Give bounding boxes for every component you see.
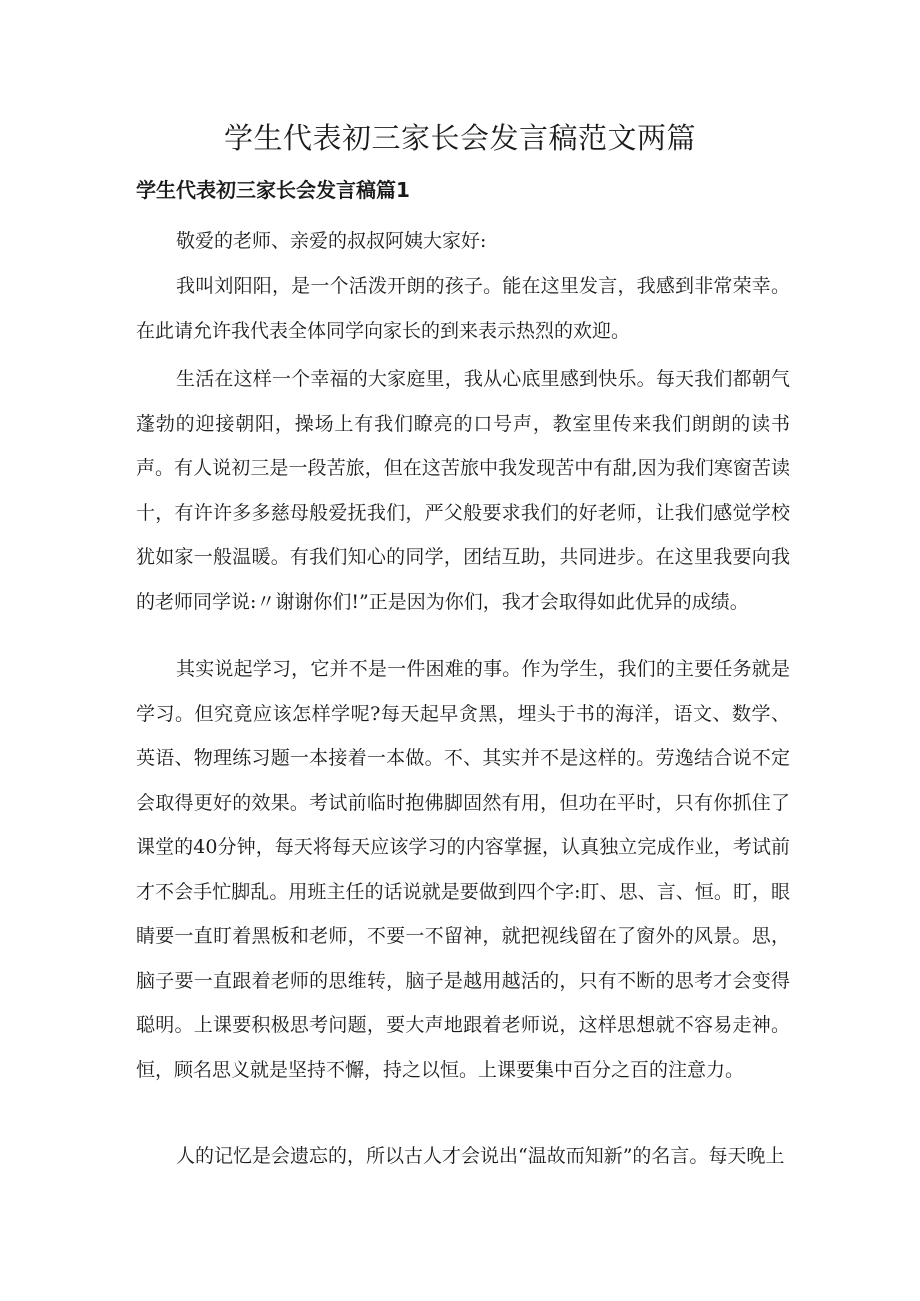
paragraph-introduction: 我叫刘阳阳，是一个活泼开朗的孩子。能在这里发言，我感到非常荣幸。在此请允许我代表全体同学向家长的到来表示热烈的欢迎。	[136, 275, 790, 342]
paragraph-study-methods: 其实说起学习，它并不是一件困难的事。作为学生，我们的主要任务就是学习。但究竟应该怎样学呢?每天起早贪黑，埋头于书的海洋，语文、数学、英语、物理练习题一本接着一本做。不、其实并不是这样的。劳逸结合说不定会取得更好的效果。考试前临时抱佛脚固然有用，但功在平时，只有你抓住了课堂的40分钟，每天将每天应该学习的内容掌握，认真独立完成作业，考试前才不会手忙脚乱。用班主任的话说就是要做到四个字:盯、思、言、恒。盯，眼睛要一直盯着黑板和老师，不要一不留神，就把视线留在了窗外的风景。思，脑子要一直跟着老师的思维转，脑子是越用越活的，只有不断的思考才会变得聪明。上课要积极思考问题，要大声地跟着老师说，这样思想就不容易走神。恒，顾名思义就是坚持不懈，持之以恒。上课要集中百分之百的注意力。	[136, 658, 790, 1081]
paragraph-memory: 人的记忆是会遗忘的，所以古人才会说出“温故而知新”的名言。每天晚上	[176, 1145, 785, 1167]
document-title: 学生代表初三家长会发言稿范文两篇	[223, 121, 696, 155]
paragraph-school-life: 生活在这样一个幸福的大家庭里，我从心底里感到快乐。每天我们都朝气蓬勃的迎接朝阳，操场上有我们瞭亮的口号声，教室里传来我们朗朗的读书声。有人说初三是一段苦旅，但在这苦旅中我发现苦中有甜,因为我们寒窗苦读十，有许许多多慈母般爱抚我们，严父般要求我们的好老师，让我们感觉学校犹如家一般温暖。有我们知心的同学，团结互助，共同进步。在这里我要向我的老师同学说:〃谢谢你们!”正是因为你们，我才会取得如此优异的成绩。	[136, 368, 790, 613]
paragraph-greeting: 敬爱的老师、亲爱的叔叔阿姨大家好:	[176, 230, 487, 252]
section-heading: 学生代表初三家长会发言稿篇1	[136, 178, 410, 202]
